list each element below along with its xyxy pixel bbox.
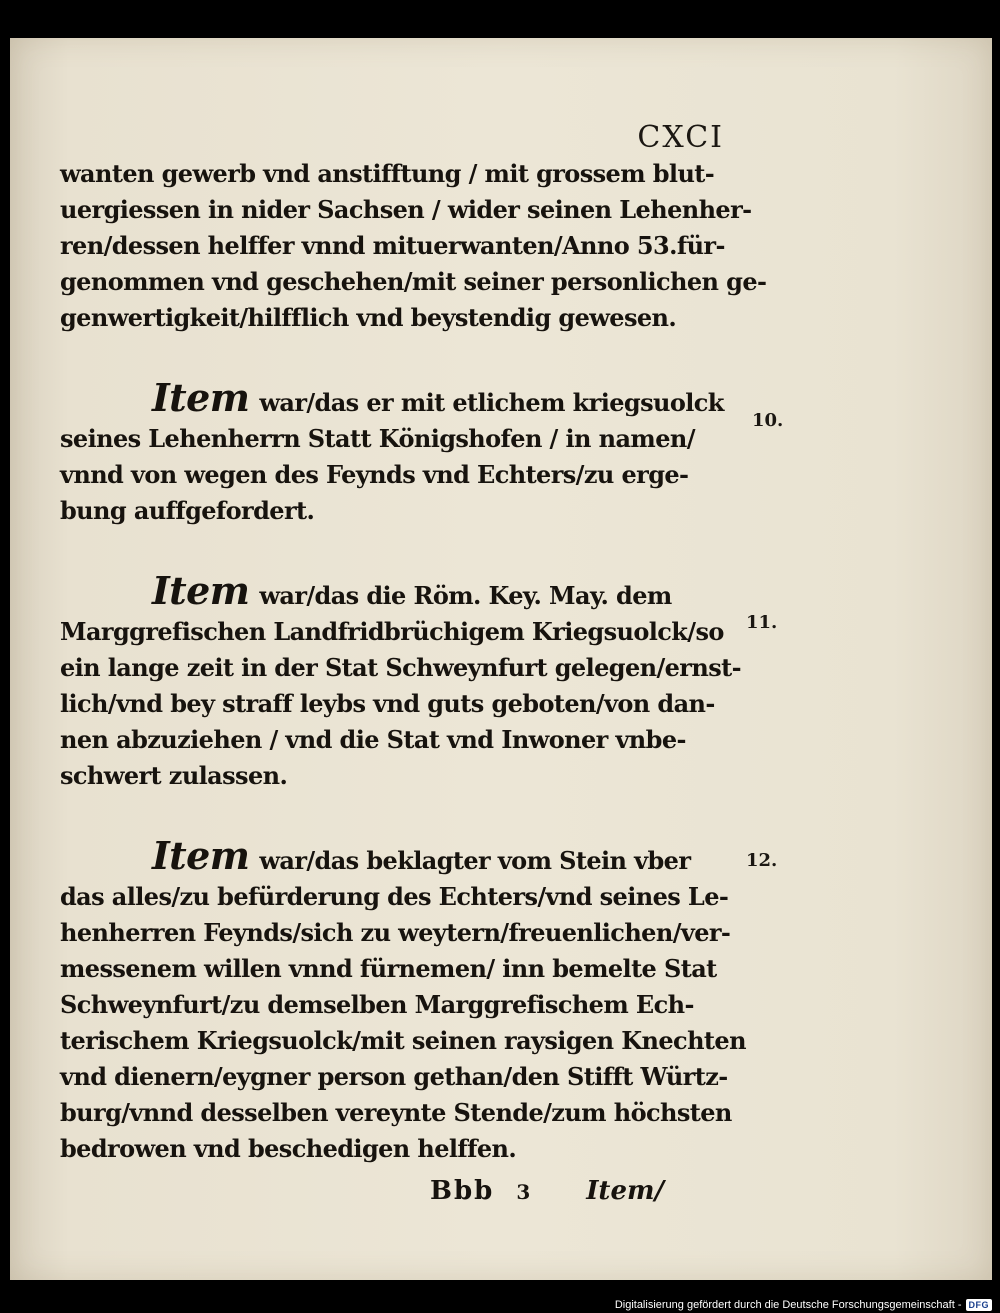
paragraph-4 <box>60 833 746 1167</box>
footer-credit <box>615 1299 992 1311</box>
text-line-rest: war/das er mit etlichem kriegsuolck <box>259 388 724 417</box>
folio-number: CXCI <box>637 120 724 155</box>
paragraph-3 <box>60 568 741 794</box>
text-line: wanten gewerb vnd anstifftung / mit grossem blut- <box>60 159 715 188</box>
paragraph-1 <box>60 156 767 336</box>
text-line: burg/vnnd desselben vereynte Stende/zum höchsten <box>60 1098 732 1127</box>
text-line: genommen vnd geschehen/mit seiner personlichen ge- <box>60 267 767 296</box>
text-line: terischem Kriegsuolck/mit seinen raysigen Knechten <box>60 1026 746 1055</box>
text-line: nen abzuziehen / vnd die Stat vnd Inwoner vnbe- <box>60 725 686 754</box>
marginal-number: 10. <box>752 410 784 431</box>
footer-text: Digitalisierung gefördert durch die Deutsche Forschungsgemeinschaft - <box>614 1299 962 1311</box>
text-line: vnnd von wegen des Feynds vnd Echters/zu erge- <box>60 460 689 489</box>
text-line: bung auffgefordert. <box>60 496 315 525</box>
text-line: seines Lehenherrn Statt Königshofen / in namen/ <box>60 424 695 453</box>
text-line: das alles/zu befürderung des Echters/vnd seines Le- <box>60 882 729 911</box>
text-line <box>60 375 724 421</box>
text-line: ren/dessen helffer vnnd mituerwanten/Anno 53.für- <box>60 231 725 260</box>
text-line: bedrowen vnd beschedigen helffen. <box>60 1134 517 1163</box>
signature-number: 3 <box>516 1180 531 1204</box>
text-line: Marggrefischen Landfridbrüchigem Kriegsuolck/so <box>60 617 724 646</box>
text-line: lich/vnd bey straff leybs vnd guts geboten/von dan- <box>60 689 715 718</box>
text-line <box>60 568 720 614</box>
text-line: genwertigkeit/hilfflich vnd beystendig gewesen. <box>60 303 677 332</box>
signature-mark: Bbb <box>430 1176 495 1206</box>
text-line: schwert zulassen. <box>60 761 288 790</box>
text-line: ein lange zeit in der Stat Schweynfurt gelegen/ernst- <box>60 653 741 682</box>
text-line <box>60 833 720 879</box>
text-line: henherren Feynds/sich zu weytern/freuenlichen/ver- <box>60 918 731 947</box>
text-line: messenem willen vnnd fürnemen/ inn bemelte Stat <box>60 954 717 983</box>
text-line: uergiessen in nider Sachsen / wider seinen Lehenher- <box>60 195 752 224</box>
initial-word: Item <box>152 375 250 420</box>
paragraph-2 <box>60 375 724 529</box>
signature-line <box>430 1176 664 1206</box>
book-page <box>10 38 992 1280</box>
initial-word: Item <box>152 833 250 878</box>
initial-word: Item <box>152 568 250 613</box>
dfg-logo-icon: DFG <box>966 1299 993 1311</box>
text-line-rest: war/das beklagter vom Stein vber <box>259 846 691 875</box>
marginal-number: 11. <box>746 612 778 633</box>
text-line: Schweynfurt/zu demselben Marggrefischem Ech- <box>60 990 694 1019</box>
text-line: vnd dienern/eygner person gethan/den Stifft Würtz- <box>60 1062 728 1091</box>
catchword: Item/ <box>586 1176 664 1206</box>
text-line-rest: war/das die Röm. Key. May. dem <box>259 581 672 610</box>
marginal-number: 12. <box>746 850 778 871</box>
